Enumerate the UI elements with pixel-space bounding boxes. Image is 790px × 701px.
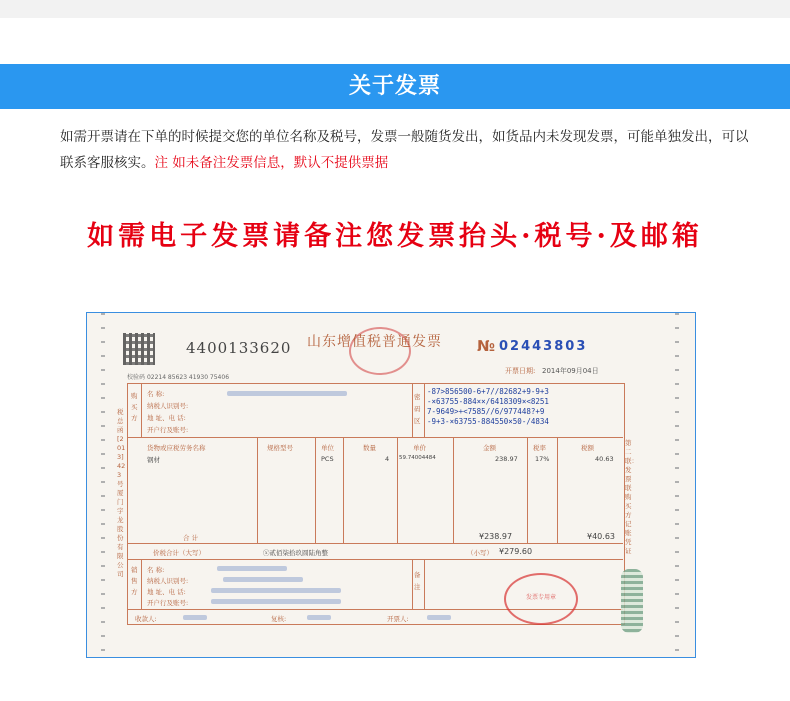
invoice-description [60, 124, 760, 176]
grid-line [127, 437, 623, 438]
col-rate: 税率 [533, 444, 546, 452]
grid-line [557, 437, 558, 543]
seller-side-label: 销售方 [131, 566, 138, 596]
buyer-name-redacted [227, 391, 347, 396]
sum-small-label: （小写） [467, 549, 493, 557]
check-code [127, 372, 229, 381]
total-tax: ¥40.63 [587, 532, 615, 541]
grid-line [412, 559, 413, 609]
seller-taxid-redacted [223, 577, 303, 582]
cipher-label: 密码区 [414, 393, 421, 425]
description-notice: 注 如未备注发票信息，默认不提供票据 [154, 155, 389, 171]
row-rate: 17% [535, 455, 550, 463]
banner-title: 关于发票 [348, 74, 441, 99]
buyer-name-label: 名 称: [147, 390, 165, 398]
grid-line [127, 543, 623, 544]
col-goods-name: 货物或应税劳务名称 [147, 444, 206, 452]
seller-name-redacted [217, 566, 287, 571]
row-price: 59.74004484 [399, 455, 436, 461]
row-tax: 40.63 [595, 455, 614, 463]
row-qty: 4 [385, 455, 390, 463]
grid-line [424, 559, 425, 609]
buyer-taxid-label: 纳税人识别号: [147, 402, 189, 410]
seller-bank-label: 开户行及账号: [147, 599, 189, 607]
total-label: 合 计 [183, 534, 199, 542]
sum-words: ⓧ贰佰柒拾玖圆陆角整 [263, 549, 328, 557]
col-amount: 金额 [483, 444, 496, 452]
grid-line [397, 437, 398, 543]
grid-line [257, 437, 258, 543]
col-tax: 税额 [581, 444, 594, 452]
col-spec: 规格型号 [267, 444, 293, 452]
grid-line [141, 559, 142, 609]
reviewer-redacted [307, 615, 331, 620]
invoice-paper [87, 313, 695, 657]
grid-line [127, 559, 623, 560]
invoice-no-symbol: № [477, 337, 496, 355]
sum-label: 价税合计（大写） [153, 549, 205, 557]
grid-line [424, 383, 425, 437]
seller-address-label: 地 址、电 话: [147, 588, 186, 596]
seller-name-label: 名 称: [147, 566, 165, 574]
seller-seal-text: 发票专用章 [525, 594, 556, 601]
e-invoice-headline: 如需电子发票请备注您发票抬头·税号·及邮箱 [87, 221, 703, 252]
seller-taxid-label: 纳税人识别号: [147, 577, 189, 585]
top-strip [0, 0, 790, 18]
row-goods-name: 钢材 [147, 456, 160, 464]
invoice-serial: 02443803 [499, 339, 588, 354]
description-text: 如需开票请在下单的时候提交您的单位名称及税号，发票一般随货发出，如货品内未发现发票，可能单独发出，可以联系客服核实。 [60, 129, 749, 171]
col-qty: 数量 [363, 444, 376, 452]
seller-seal [504, 573, 578, 625]
col-price: 单价 [413, 444, 426, 452]
grid-line [141, 383, 142, 437]
payee-label: 收款人: [135, 615, 157, 623]
invoice-image [86, 312, 696, 658]
security-pattern [621, 569, 643, 633]
check-code-value: 02214 85623 41930 75406 [146, 374, 230, 381]
buyer-bank-label: 开户行及账号: [147, 426, 189, 434]
payee-redacted [183, 615, 207, 620]
invoice-date: 2014年09月04日 [542, 367, 599, 375]
reviewer-label: 复核: [271, 615, 287, 623]
invoice-title: 山东增值税普通发票 [307, 334, 442, 350]
row-amount: 238.97 [495, 455, 518, 463]
cipher-text: -87>856500-6+7//82682+9-9+3 -×63755-884××/6418309×<8251 7-9649>+<7585//6/977448?+9 -9+3-×63755-884550×50-/4834 [427, 387, 549, 426]
perforation-right [675, 313, 679, 657]
invoice-code: 4400133620 [186, 339, 292, 357]
total-amount: ¥238.97 [479, 532, 513, 541]
buyer-address-label: 地 址、电 话: [147, 414, 186, 422]
qr-code-icon [123, 333, 155, 365]
col-unit: 单位 [321, 444, 334, 452]
side-note-left: 税总函[2013]423号厦门宇龙股份有限公司 [117, 408, 126, 578]
perforation-left [101, 313, 105, 657]
grid-line [412, 383, 413, 437]
remark-label: 备注 [414, 571, 421, 591]
issuer-redacted [427, 615, 451, 620]
grid-line [453, 437, 454, 543]
seller-bank-redacted [211, 599, 341, 604]
grid-line [527, 437, 528, 543]
buyer-side-label: 购买方 [131, 392, 138, 422]
issuer-label: 开票人: [387, 615, 409, 623]
invoice-date-label: 开票日期: [505, 367, 536, 375]
section-banner [0, 64, 790, 109]
grid-line [315, 437, 316, 543]
check-code-label: 校验码 [127, 374, 146, 381]
seller-address-redacted [211, 588, 341, 593]
row-unit: PCS [321, 455, 334, 463]
side-note-right: 第二联：发票联 购买方记账凭证 [625, 439, 638, 555]
grid-line [343, 437, 344, 543]
sum-small: ¥279.60 [499, 547, 533, 556]
